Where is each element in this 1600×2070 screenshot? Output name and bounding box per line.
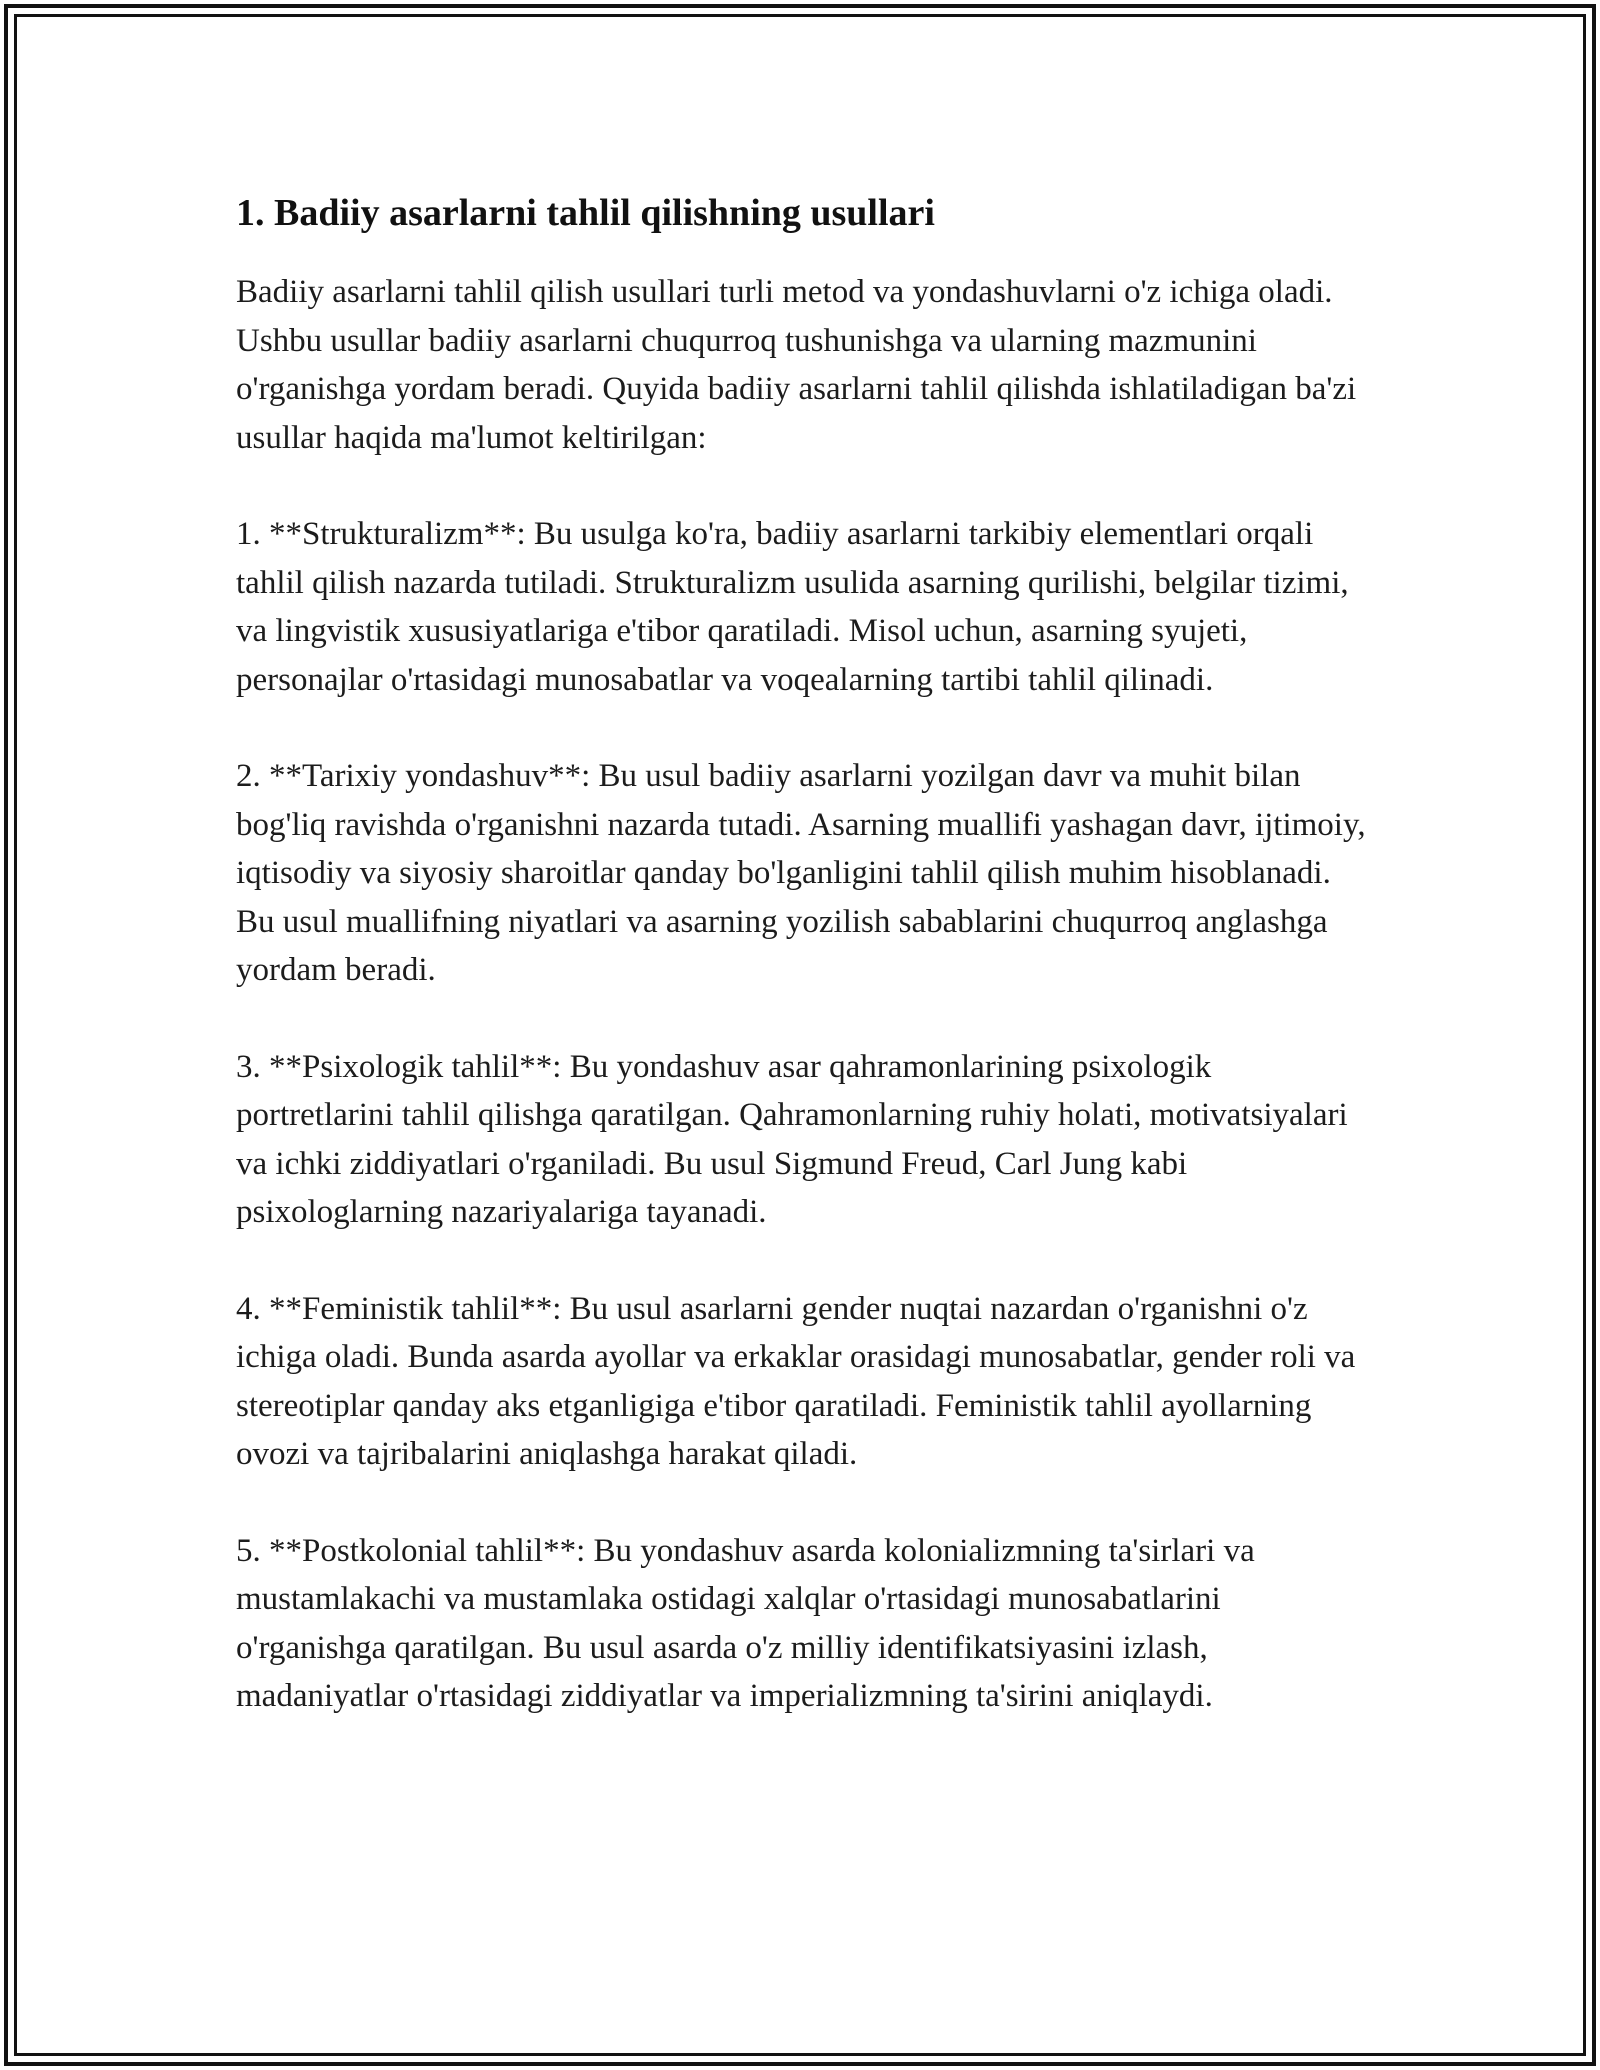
paragraph-feministik-tahlil: 4. **Feministik tahlil**: Bu usul asarlarni gender nuqtai nazardan o'rganishni o'z ichiga oladi. Bunda asarda ayollar va erkaklar orasidagi munosabatlar, gender roli va stereotiplar qanday aks etganligiga e'tibor qaratiladi. Feministik tahlil ayollarning ovozi va tajribalarini aniqlashga harakat qiladi. xyxy=(236,1290,1356,1472)
paragraph-strukturalizm: 1. **Strukturalizm**: Bu usulga ko'ra, badiiy asarlarni tarkibiy elementlari orqali tahlil qilish nazarda tutiladi. Strukturalizm usulida asarning qurilishi, belgilar tizimi, va lingvistik xususiyatlariga e'tibor qaratiladi. Misol uchun, asarning syujeti, personajlar o'rtasidagi munosabatlar va voqealarning tartibi tahlil qilinadi. xyxy=(236,516,1349,698)
document-title: 1. Badiiy asarlarni tahlil qilishning usullari xyxy=(236,192,935,234)
document-body xyxy=(236,186,1366,1769)
paragraph-psixologik-tahlil: 3. **Psixologik tahlil**: Bu yondashuv asar qahramonlarining psixologik portretlarini tahlil qilishga qaratilgan. Qahramonlarning ruhiy holati, motivatsiyalari va ichki ziddiyatlari o'rganiladi. Bu usul Sigmund Freud, Carl Jung kabi psixologlarning nazariyalariga tayanadi. xyxy=(236,1048,1348,1230)
paragraph-tarixiy-yondashuv: 2. **Tarixiy yondashuv**: Bu usul badiiy asarlarni yozilgan davr va muhit bilan bog'liq ravishda o'rganishni nazarda tutadi. Asarning muallifi yashagan davr, ijtimoiy, iqtisodiy va siyosiy sharoitlar qanday bo'lganligini tahlil qilish muhim hisoblanadi. Bu usul muallifning niyatlari va asarning yozilish sabablarini chuqurroq anglashga yordam beradi. xyxy=(236,758,1366,988)
paragraph-postkolonial-tahlil: 5. **Postkolonial tahlil**: Bu yondashuv asarda kolonializmning ta'sirlari va mustamlakachi va mustamlaka ostidagi xalqlar o'rtasidagi munosabatlarini o'rganishga qaratilgan. Bu usul asarda o'z milliy identifikatsiyasini izlash, madaniyatlar o'rtasidagi ziddiyatlar va imperializmning ta'sirini aniqlaydi. xyxy=(236,1532,1255,1714)
intro-paragraph: Badiiy asarlarni tahlil qilish usullari turli metod va yondashuvlarni o'z ichiga oladi. Ushbu usullar badiiy asarlarni chuqurroq tushunishga va ularning mazmunini o'rganishga yordam beradi. Quyida badiiy asarlarni tahlil qilishda ishlatiladigan ba'zi usullar haqida ma'lumot keltirilgan: xyxy=(236,274,1357,456)
